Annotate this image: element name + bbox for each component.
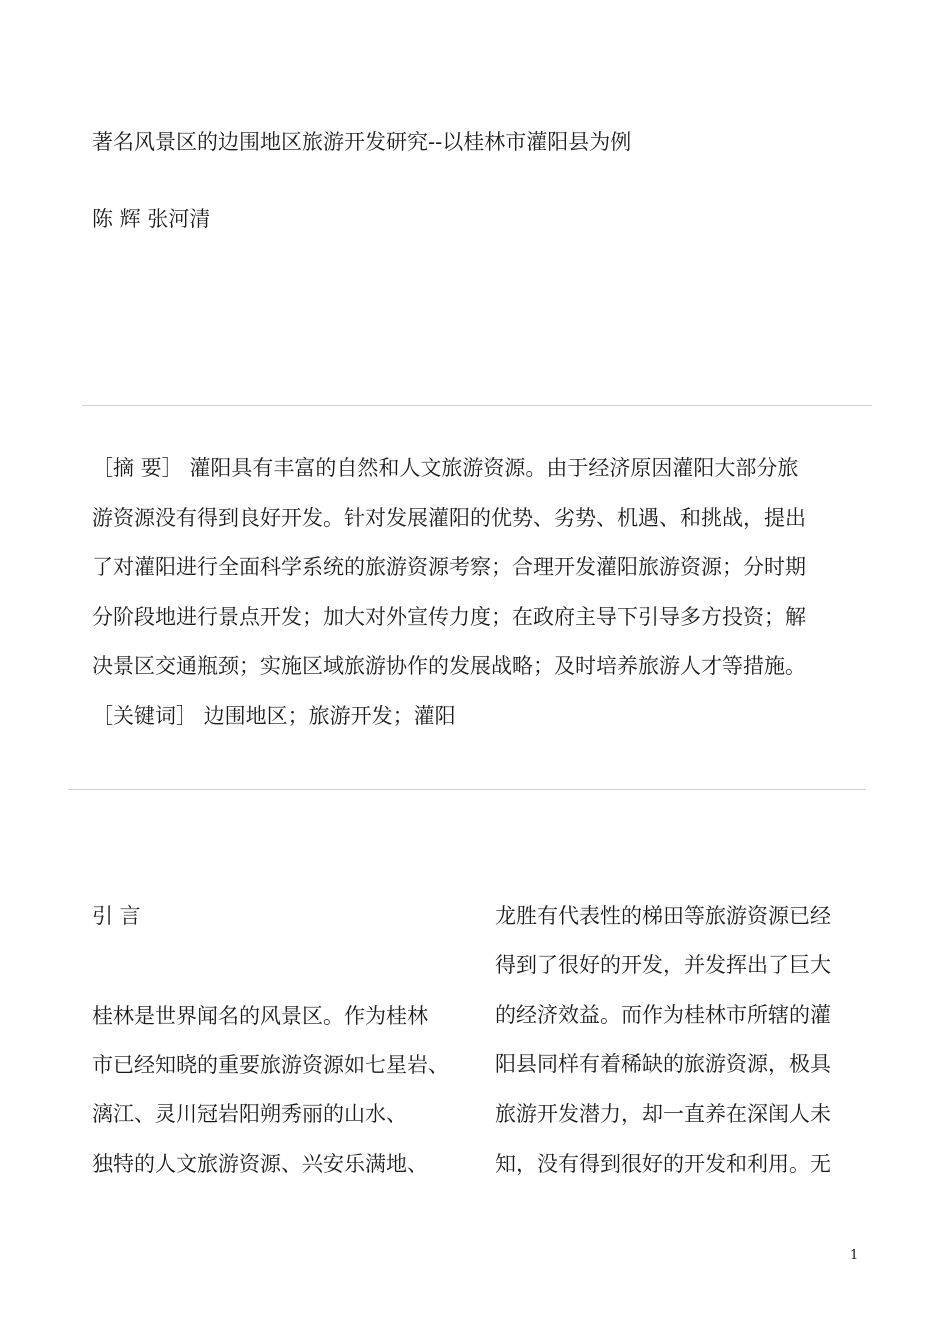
keywords: ［关键词］ 边围地区；旅游开发；灌阳	[92, 704, 456, 728]
intro-heading: 引 言	[92, 904, 141, 928]
abstract-line: 游资源没有得到良好开发。针对发展灌阳的优势、劣势、机遇、和挑战，提出	[92, 506, 806, 530]
page-number: 1	[850, 1248, 859, 1263]
left-column-line: 桂林是世界闻名的风景区。作为桂林	[92, 1004, 428, 1028]
right-column-line: 的经济效益。而作为桂林市所辖的灌	[495, 1003, 831, 1027]
document-title: 著名风景区的边围地区旅游开发研究--以桂林市灌阳县为例	[92, 130, 632, 154]
abstract-line: ［摘 要］ 灌阳具有丰富的自然和人文旅游资源。由于经济原因灌阳大部分旅	[92, 456, 799, 480]
authors: 陈 辉 张河清	[92, 207, 211, 231]
right-column-line: 知，没有得到很好的开发和利用。无	[495, 1152, 831, 1176]
right-column-line: 旅游开发潜力，却一直养在深闺人未	[495, 1102, 831, 1126]
right-column-line: 阳县同样有着稀缺的旅游资源，极具	[495, 1052, 831, 1076]
divider-top	[82, 405, 872, 406]
right-column-line: 龙胜有代表性的梯田等旅游资源已经	[495, 904, 831, 928]
left-column-line: 独特的人文旅游资源、兴安乐满地、	[92, 1152, 428, 1176]
left-column-line: 市已经知晓的重要旅游资源如七星岩、	[92, 1053, 449, 1077]
divider-bottom	[68, 789, 866, 790]
abstract-line: 决景区交通瓶颈；实施区域旅游协作的发展战略；及时培养旅游人才等措施。	[92, 654, 806, 678]
left-column-line: 漓江、灵川冠岩阳朔秀丽的山水、	[92, 1102, 407, 1126]
abstract-line: 分阶段地进行景点开发；加大对外宣传力度；在政府主导下引导多方投资；解	[92, 605, 806, 629]
abstract-line: 了对灌阳进行全面科学系统的旅游资源考察；合理开发灌阳旅游资源；分时期	[92, 555, 806, 579]
right-column-line: 得到了很好的开发，并发挥出了巨大	[495, 953, 831, 977]
